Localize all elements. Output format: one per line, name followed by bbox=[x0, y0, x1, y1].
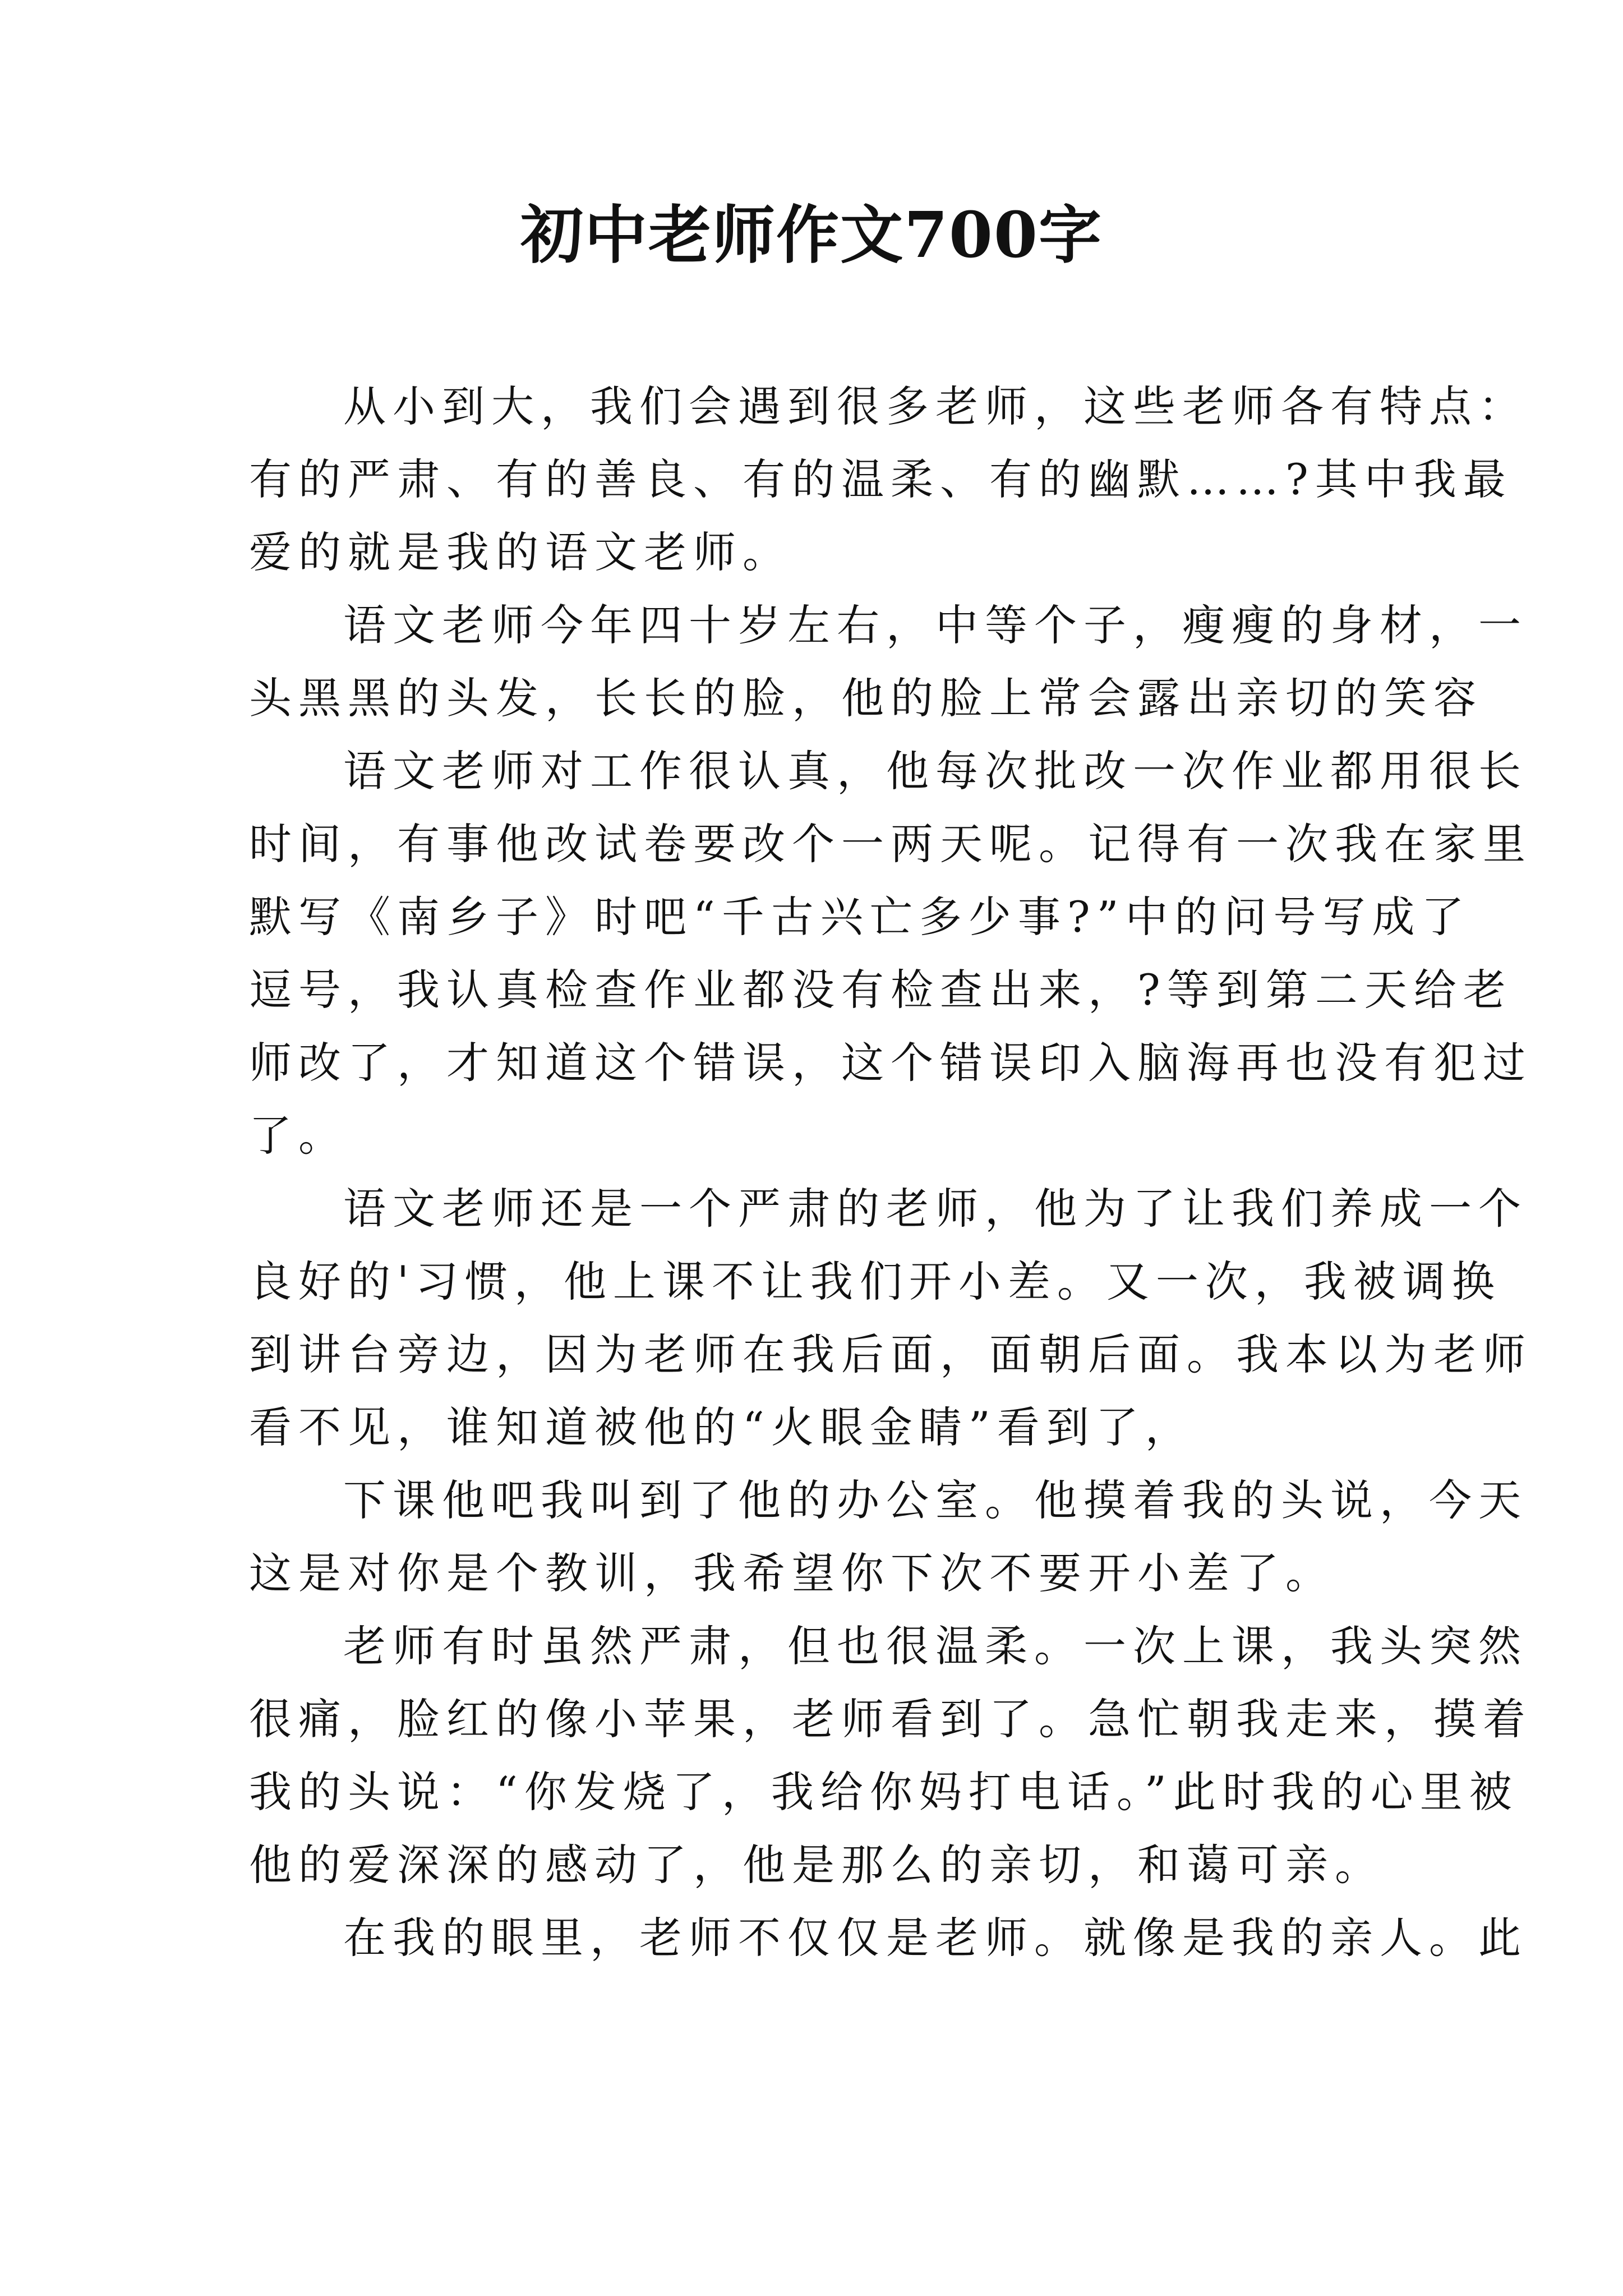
text-line: 有的严肃、有的善良、有的温柔、有的幽默……?其中我最 bbox=[249, 454, 1513, 504]
text-line: 到讲台旁边，因为老师在我后面，面朝后面。我本以为老师 bbox=[249, 1329, 1532, 1379]
text-line: 头黑黑的头发，长长的脸，他的脸上常会露出亲切的笑容 bbox=[249, 673, 1483, 723]
text-line: 语文老师还是一个严肃的老师，他为了让我们养成一个 bbox=[343, 1184, 1528, 1234]
text-line: 这是对你是个教训，我希望你下次不要开小差了。 bbox=[249, 1548, 1335, 1598]
text-line: 下课他吧我叫到了他的办公室。他摸着我的头说，今天 bbox=[343, 1475, 1528, 1525]
text-line: 默写《南乡子》时吧“千古兴亡多少事?”中的问号写成了 bbox=[249, 892, 1471, 942]
text-line: 语文老师对工作很认真，他每次批改一次作业都用很长 bbox=[343, 746, 1528, 796]
text-line: 良好的'习惯，他上课不让我们开小差。又一次，我被调换 bbox=[249, 1257, 1501, 1306]
text-line: 看不见，谁知道被他的“火眼金睛”看到了， bbox=[249, 1402, 1195, 1452]
document-title: 初中老师作文700字 bbox=[520, 199, 1103, 272]
text-line: 爱的就是我的语文老师。 bbox=[249, 527, 792, 577]
text-line: 他的爱深深的感动了，他是那么的亲切，和蔼可亲。 bbox=[249, 1840, 1384, 1890]
text-line: 语文老师今年四十岁左右，中等个子，瘦瘦的身材，一 bbox=[343, 600, 1528, 650]
text-line: 时间，有事他改试卷要改个一两天呢。记得有一次我在家里 bbox=[249, 819, 1532, 869]
text-line: 很痛，脸红的像小苹果，老师看到了。急忙朝我走来，摸着 bbox=[249, 1694, 1532, 1744]
essay-body bbox=[249, 370, 1532, 1975]
text-line: 从小到大，我们会遇到很多老师，这些老师各有特点： bbox=[343, 381, 1528, 431]
text-line: 老师有时虽然严肃，但也很温柔。一次上课，我头突然 bbox=[343, 1621, 1528, 1671]
text-line: 逗号，我认真检查作业都没有检查出来，?等到第二天给老 bbox=[249, 965, 1513, 1015]
text-line: 师改了，才知道这个错误，这个错误印入脑海再也没有犯过 bbox=[249, 1038, 1532, 1088]
text-line: 我的头说：“你发烧了，我给你妈打电话。”此时我的心里被 bbox=[249, 1767, 1519, 1817]
text-line: 了。 bbox=[249, 1111, 348, 1161]
text-line: 在我的眼里，老师不仅仅是老师。就像是我的亲人。此 bbox=[343, 1913, 1528, 1963]
